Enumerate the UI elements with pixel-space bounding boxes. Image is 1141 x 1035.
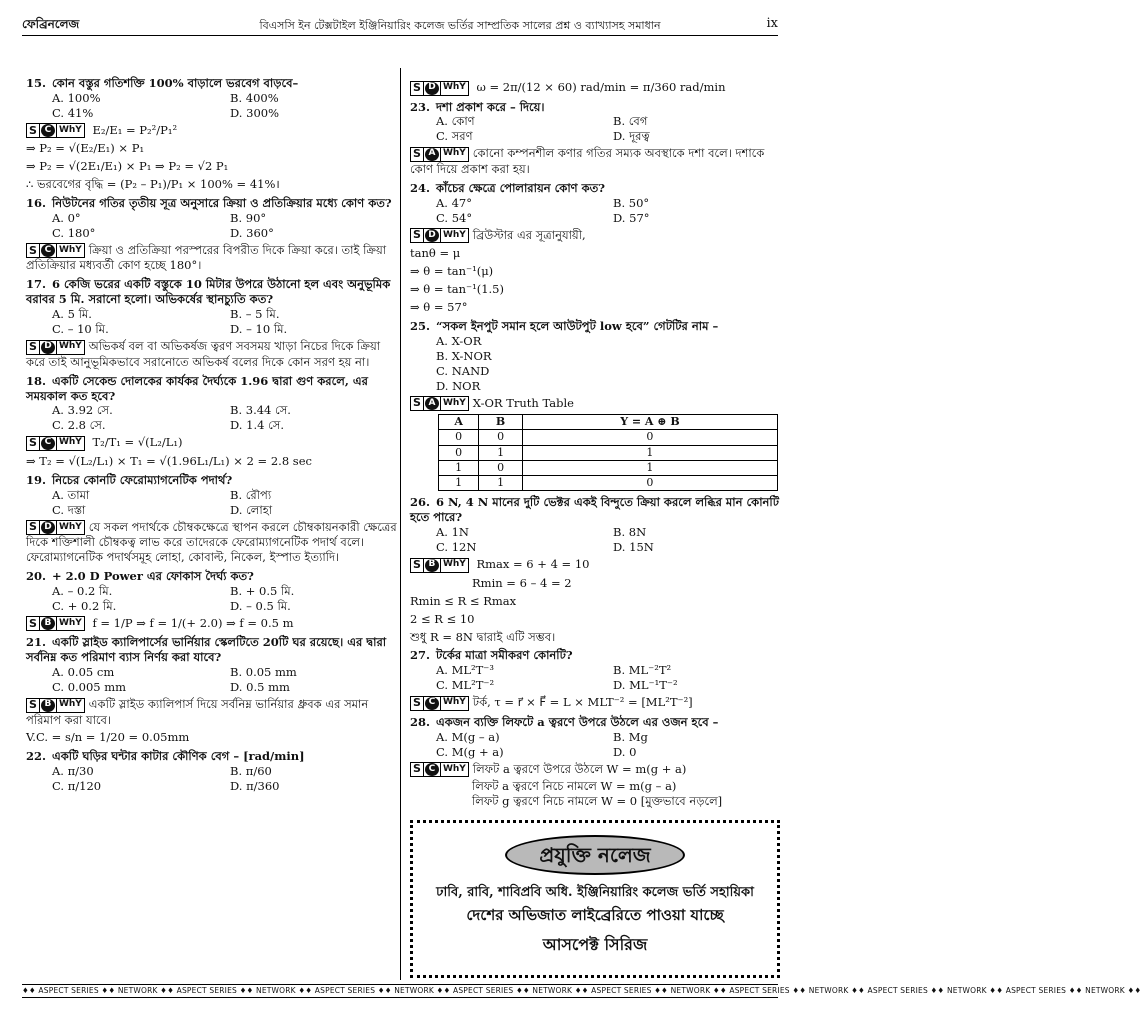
- options-17: A. 5 মি. B. – 5 মি. C. – 10 মি. D. – 10 মি.: [52, 307, 288, 337]
- options-24: A. 47° B. 50° C. 54° D. 57°: [436, 195, 650, 225]
- page-number: ix: [766, 16, 778, 32]
- table-row: 0 1 1: [439, 445, 778, 460]
- options-25: A. X-OR B. X-NOR C. NAND D. NOR: [436, 333, 492, 393]
- solution-badge: S A WhY: [410, 396, 469, 411]
- solution-27: S C WhY টর্ক, τ = r⃗ × F⃗ = L × MLT⁻² = [ML²T⁻²]: [410, 695, 780, 711]
- solution-23: S A WhY কোনো কম্পনশীল কণার গতির সম্যক অবস্থাকে দশা বলে। দশাকে কোণ দিয়ে প্রকাশ করা হয়।: [410, 146, 765, 176]
- question-16: 16. নিউটনের গতির তৃতীয় সূত্র অনুসারে ক্রিয়া ও প্রতিক্রিয়ার মধ্যে কোণ কত?: [26, 196, 392, 211]
- solution-17: S D WhY অভিকর্ষ বল বা অভিকর্ষজ ত্বরণ সবসময় খাড়া নিচের দিকে ক্রিয়া করে তাই আনুভূমিকভাবে সরানোতে অভিকর্ষ বলের দিকে কোন সরণ হয় না।: [26, 339, 381, 369]
- options-22: A. π/30 B. π/60 C. π/120 D. π/360: [52, 764, 280, 794]
- question-15: 15. কোন বস্তুর গতিশক্তি 100% বাড়ালে ভরবেগ বাড়বে–: [26, 76, 299, 90]
- question-24: 24. কাঁচের ক্ষেত্রে পোলারায়ন কোণ কত?: [410, 180, 606, 195]
- right-column: S D WhY ω = 2π/(12 × 60) rad/min = π/360 rad/min 23. দশা প্রকাশ করে – দিয়ে। A. কোণ B. বেগ C. সরণ D. দূরত্ব S A WhY কোনো কম্পনশীল কণার গতির সম্যক অবস্থাকে দশা বলে। দশাকে কোণ দিয়ে প্রকাশ করা হয়। 24. কাঁচের ক্ষেত্রে পোলারায়ন কোণ কত? A. 47° B. 50° C. 54° D. 57° S D WhY ব্রিউস্টার এর সূত্রানুযায়ী, tanθ = μ ⇒ θ = tan⁻¹(μ) ⇒ θ = tan⁻¹(1.5) ⇒ θ = 57° 25. “সকল ইনপুট সমান হলে আউটপুট low হবে” গেটটির নাম – A. X-OR B. X-NOR C. NAND D. NOR S A WhY X-OR Truth Table A B Y = A ⊕ B 0 0 0 0 1 1 1 0 1 1 1 0 26. 6 N, 4 N মানের দুটি ভেক্টর একই বিন্দুতে ক্রিয়া করলে লব্ধির মান কোনটি হতে পারে? A. 1N B. 8N C. 12N D. 15N S B WhY Rmax = 6 + 4 = 10 Rmin = 6 – 4 = 2 Rmin ≤ R ≤ Rmax 2 ≤ R ≤ 10 শুধু R = 8N দ্বারাই এটি সম্ভব। 27. টর্কের মাত্রা সমীকরণ কোনটি? A. ML²T⁻³ B. ML⁻²T² C. ML²T⁻² D. ML⁻¹T⁻² S C WhY টর্ক, τ = r⃗ × F⃗ = L × MLT⁻² = [ML²T⁻²] 28. একজন ব্যক্তি লিফটে a ত্বরণে উপরে উঠলে এর ওজন হবে – A. M(g – a) B. Mg C. M(g + a) D. 0 S C WhY লিফট a ত্বরণে উপরে উঠলে W = m(g + a) লিফট a ত্বরণে নিচে নামলে W = m(g – a) লিফট g ত্বরণে নিচে নামলে W = 0 [মুক্তভাবে নড়লে]: [410, 80, 779, 809]
- question-28: 28. একজন ব্যক্তি লিফটে a ত্বরণে উপরে উঠলে এর ওজন হবে –: [410, 714, 719, 729]
- solution-badge: S B WhY: [26, 616, 85, 631]
- question-18: 18. একটি সেকেন্ড দোলকের কার্যকর দৈর্ঘ্যকে 1.96 দ্বারা গুণ করলে, এর সময়কাল কত হবে?: [26, 373, 368, 403]
- options-15: A. 100% B. 400% C. 41% D. 300%: [52, 90, 279, 120]
- question-25: 25. “সকল ইনপুট সমান হলে আউটপুট low হবে” গেটটির নাম –: [410, 318, 719, 333]
- solution-16: S C WhY ক্রিয়া ও প্রতিক্রিয়া পরস্পরের বিপরীত দিকে ক্রিয়া করে। তাই ক্রিয়া প্রতিক্রিয়ার মধ্যবর্তী কোণ হচ্ছে 180°।: [26, 242, 387, 273]
- solution-badge: S D WhY: [26, 340, 85, 355]
- solution-badge: S C WhY: [26, 243, 85, 258]
- options-18: A. 3.92 সে. B. 3.44 সে. C. 2.8 সে. D. 1.4 সে.: [52, 403, 291, 433]
- promo-line-3: আসপেক্ট সিরিজ: [542, 935, 648, 955]
- solution-15: S C WhY E₂/E₁ = P₂²/P₁²: [26, 123, 398, 139]
- promo-box: [410, 820, 780, 978]
- solution-18: S C WhY T₂/T₁ = √(L₂/L₁): [26, 435, 398, 451]
- solution-22: S D WhY ω = 2π/(12 × 60) rad/min = π/360 rad/min: [410, 80, 780, 96]
- options-27: A. ML²T⁻³ B. ML⁻²T² C. ML²T⁻² D. ML⁻¹T⁻²: [436, 663, 678, 693]
- question-21: 21. একটি স্লাইড ক্যালিপার্সের ভার্নিয়ার স্কেলটিতে 20টি ঘর রয়েছে। এর দ্বারা সর্বনিম্ন কত পরিমাণ ব্যাস নির্ণয় করা যাবে?: [26, 635, 387, 665]
- options-16: A. 0° B. 90° C. 180° D. 360°: [52, 211, 274, 240]
- header-title: বিএসসি ইন টেক্সটাইল ইঞ্জিনিয়ারিং কলেজ ভর্তির সাম্প্রতিক সালের প্রশ্ন ও ব্যাখ্যাসহ সমাধান: [259, 18, 661, 32]
- options-26: A. 1N B. 8N C. 12N D. 15N: [436, 525, 654, 555]
- question-17: 17. 6 কেজি ভরের একটি বস্তুকে 10 মিটার উপরে উঠানো হল এবং অনুভূমিক বরাবর 5 মি. সরানো হলো। অভিকর্ষের স্থানচ্যুতি কত?: [26, 277, 391, 307]
- solution-28: S C WhY লিফট a ত্বরণে উপরে উঠলে W = m(g + a): [410, 762, 780, 778]
- truth-table-header: A B Y = A ⊕ B: [439, 415, 778, 430]
- solution-24: S D WhY ব্রিউস্টার এর সূত্রানুযায়ী,: [410, 228, 780, 244]
- solution-badge: S B WhY: [410, 558, 469, 573]
- solution-19: S D WhY যে সকল পদার্থকে চৌম্বকক্ষেত্রে স্থাপন করলে চৌম্বকায়নকারী ক্ষেত্রের দিকে শক্তিশালী চৌম্বকত্ব লাভ করে তাদেরকে ফেরোম্যাগনেটিক পদার্থ বলে। ফেরোম্যাগনেটিক পদার্থসমূহ লোহা, কোবাল্ট, নিকেল, ইস্পাত ইত্যাদি।: [26, 519, 397, 564]
- promo-line-1: ঢাবি, রাবি, শাবিপ্রবি অধি. ইঞ্জিনিয়ারিং কলেজ ভর্তি সহায়িকা: [436, 885, 754, 900]
- solution-21: S B WhY একটি স্লাইড ক্যালিপার্স দিয়ে সর্বনিম্ন ভার্নিয়ার ধ্রুবক এর সমান পরিমাপ করা যাবে।: [26, 697, 369, 727]
- solution-20: S B WhY f = 1/P ⇒ f = 1/(+ 2.0) ⇒ f = 0.5 m: [26, 616, 398, 632]
- solution-badge: S C WhY: [410, 696, 469, 711]
- solution-badge: S C WhY: [26, 123, 85, 138]
- question-26: 26. 6 N, 4 N মানের দুটি ভেক্টর একই বিন্দুতে ক্রিয়া করলে লব্ধির মান কোনটি হতে পারে?: [410, 495, 779, 525]
- options-19: A. তামা B. রৌপ্য C. দস্তা D. লোহা: [52, 487, 273, 517]
- question-20: 20. + 2.0 D Power এর ফোকাস দৈর্ঘ্য কত?: [26, 568, 254, 583]
- table-row: 1 0 1: [439, 460, 778, 475]
- solution-25: S A WhY X-OR Truth Table: [410, 396, 780, 412]
- left-column: 15. কোন বস্তুর গতিশক্তি 100% বাড়ালে ভরবেগ বাড়বে– A. 100% B. 400% C. 41% D. 300% S C WhY E₂/E₁ = P₂²/P₁² ⇒ P₂ = √(E₂/E₁) × P₁ ⇒ P₂ = √(2E₁/E₁) × P₁ ⇒ P₂ = √2 P₁ ∴ ভরবেগের বৃদ্ধি = (P₂ – P₁)/P₁ × 100% = 41%। 16. নিউটনের গতির তৃতীয় সূত্র অনুসারে ক্রিয়া ও প্রতিক্রিয়ার মধ্যে কোণ কত? A. 0° B. 90° C. 180° D. 360° S C WhY ক্রিয়া ও প্রতিক্রিয়া পরস্পরের বিপরীত দিকে ক্রিয়া করে। তাই ক্রিয়া প্রতিক্রিয়ার মধ্যবর্তী কোণ হচ্ছে 180°। 17. 6 কেজি ভরের একটি বস্তুকে 10 মিটার উপরে উঠানো হল এবং অনুভূমিক বরাবর 5 মি. সরানো হলো। অভিকর্ষের স্থানচ্যুতি কত? A. 5 মি. B. – 5 মি. C. – 10 মি. D. – 10 মি. S D WhY অভিকর্ষ বল বা অভিকর্ষজ ত্বরণ সবসময় খাড়া নিচের দিকে ক্রিয়া করে তাই আনুভূমিকভাবে সরানোতে অভিকর্ষ বলের দিকে কোন সরণ হয় না। 18. একটি সেকেন্ড দোলকের কার্যকর দৈর্ঘ্যকে 1.96 দ্বারা গুণ করলে, এর সময়কাল কত হবে? A. 3.92 সে. B. 3.44 সে. C. 2.8 সে. D. 1.4 সে. S C WhY T₂/T₁ = √(L₂/L₁) ⇒ T₂ = √(L₂/L₁) × T₁ = √(1.96L₁/L₁) × 2 = 2.8 sec 19. নিচের কোনটি ফেরোম্যাগনেটিক পদার্থ? A. তামা B. রৌপ্য C. দস্তা D. লোহা S D WhY যে সকল পদার্থকে চৌম্বকক্ষেত্রে স্থাপন করলে চৌম্বকায়নকারী ক্ষেত্রের দিকে শক্তিশালী চৌম্বকত্ব লাভ করে তাদেরকে ফেরোম্যাগনেটিক পদার্থ বলে। ফেরোম্যাগনেটিক পদার্থসমূহ লোহা, কোবাল্ট, নিকেল, ইস্পাত ইত্যাদি। 20. + 2.0 D Power এর ফোকাস দৈর্ঘ্য কত? A. – 0.2 মি. B. + 0.5 মি. C. + 0.2 মি. D. – 0.5 মি. S B WhY f = 1/P ⇒ f = 1/(+ 2.0) ⇒ f = 0.5 m 21. একটি স্লাইড ক্যালিপার্সের ভার্নিয়ার স্কেলটিতে 20টি ঘর রয়েছে। এর দ্বারা সর্বনিম্ন কত পরিমাণ ব্যাস নির্ণয় করা যাবে? A. 0.05 cm B. 0.05 mm C. 0.005 mm D. 0.5 mm S B WhY একটি স্লাইড ক্যালিপার্স দিয়ে সর্বনিম্ন ভার্নিয়ার ধ্রুবক এর সমান পরিমাপ করা যাবে। V.C. = s/n = 1/20 = 0.05mm 22. একটি ঘড়ির ঘন্টার কাটার কৌণিক বেগ – [rad/min] A. π/30 B. π/60 C. π/120 D. π/360: [26, 76, 397, 794]
- header-brand: ফেব্রিনলেজ: [22, 17, 80, 32]
- truth-table: [438, 414, 778, 491]
- question-22: 22. একটি ঘড়ির ঘন্টার কাটার কৌণিক বেগ – [rad/min]: [26, 749, 305, 764]
- brand-logo: প্রযুক্তি নলেজ: [505, 835, 685, 875]
- solution-26: S B WhY Rmax = 6 + 4 = 10: [410, 557, 780, 573]
- solution-badge: S D WhY: [26, 520, 85, 535]
- solution-badge: S C WhY: [410, 762, 469, 777]
- options-21: A. 0.05 cm B. 0.05 mm C. 0.005 mm D. 0.5 mm: [52, 665, 297, 695]
- solution-badge: S A WhY: [410, 147, 469, 162]
- promo-line-2: দেশের অভিজাত লাইব্রেরিতে পাওয়া যাচ্ছে: [466, 905, 724, 924]
- question-19: 19. নিচের কোনটি ফেরোম্যাগনেটিক পদার্থ?: [26, 472, 233, 487]
- question-27: 27. টর্কের মাত্রা সমীকরণ কোনটি?: [410, 648, 573, 663]
- table-row: 1 1 0: [439, 476, 778, 491]
- options-23: A. কোণ B. বেগ C. সরণ D. দূরত্ব: [436, 114, 650, 144]
- question-23: 23. দশা প্রকাশ করে – দিয়ে।: [410, 99, 545, 114]
- solution-badge: S D WhY: [410, 81, 469, 96]
- solution-badge: S B WhY: [26, 698, 85, 713]
- options-20: A. – 0.2 মি. B. + 0.5 মি. C. + 0.2 মি. D. – 0.5 মি.: [52, 583, 295, 613]
- footer-banner: ♦♦ ASPECT SERIES ♦♦ NETWORK ♦♦ ASPECT SERIES ♦♦ NETWORK ♦♦ ASPECT SERIES ♦♦ NETWORK ♦♦ ASPECT SERIES ♦♦ NETWORK ♦♦ ASPECT SERIES ♦♦ NETWORK ♦♦ ASPECT SERIES ♦♦ NETWORK ♦♦ ASPECT SERIES ♦♦ NETWORK ♦♦ ASPECT SERIES ♦♦ NETWORK ♦♦: [22, 984, 778, 998]
- page-header: [22, 10, 778, 36]
- solution-badge: S D WhY: [410, 228, 469, 243]
- table-row: 0 0 0: [439, 430, 778, 445]
- column-divider: [400, 68, 401, 980]
- solution-badge: S C WhY: [26, 436, 85, 451]
- options-28: A. M(g – a) B. Mg C. M(g + a) D. 0: [436, 729, 648, 759]
